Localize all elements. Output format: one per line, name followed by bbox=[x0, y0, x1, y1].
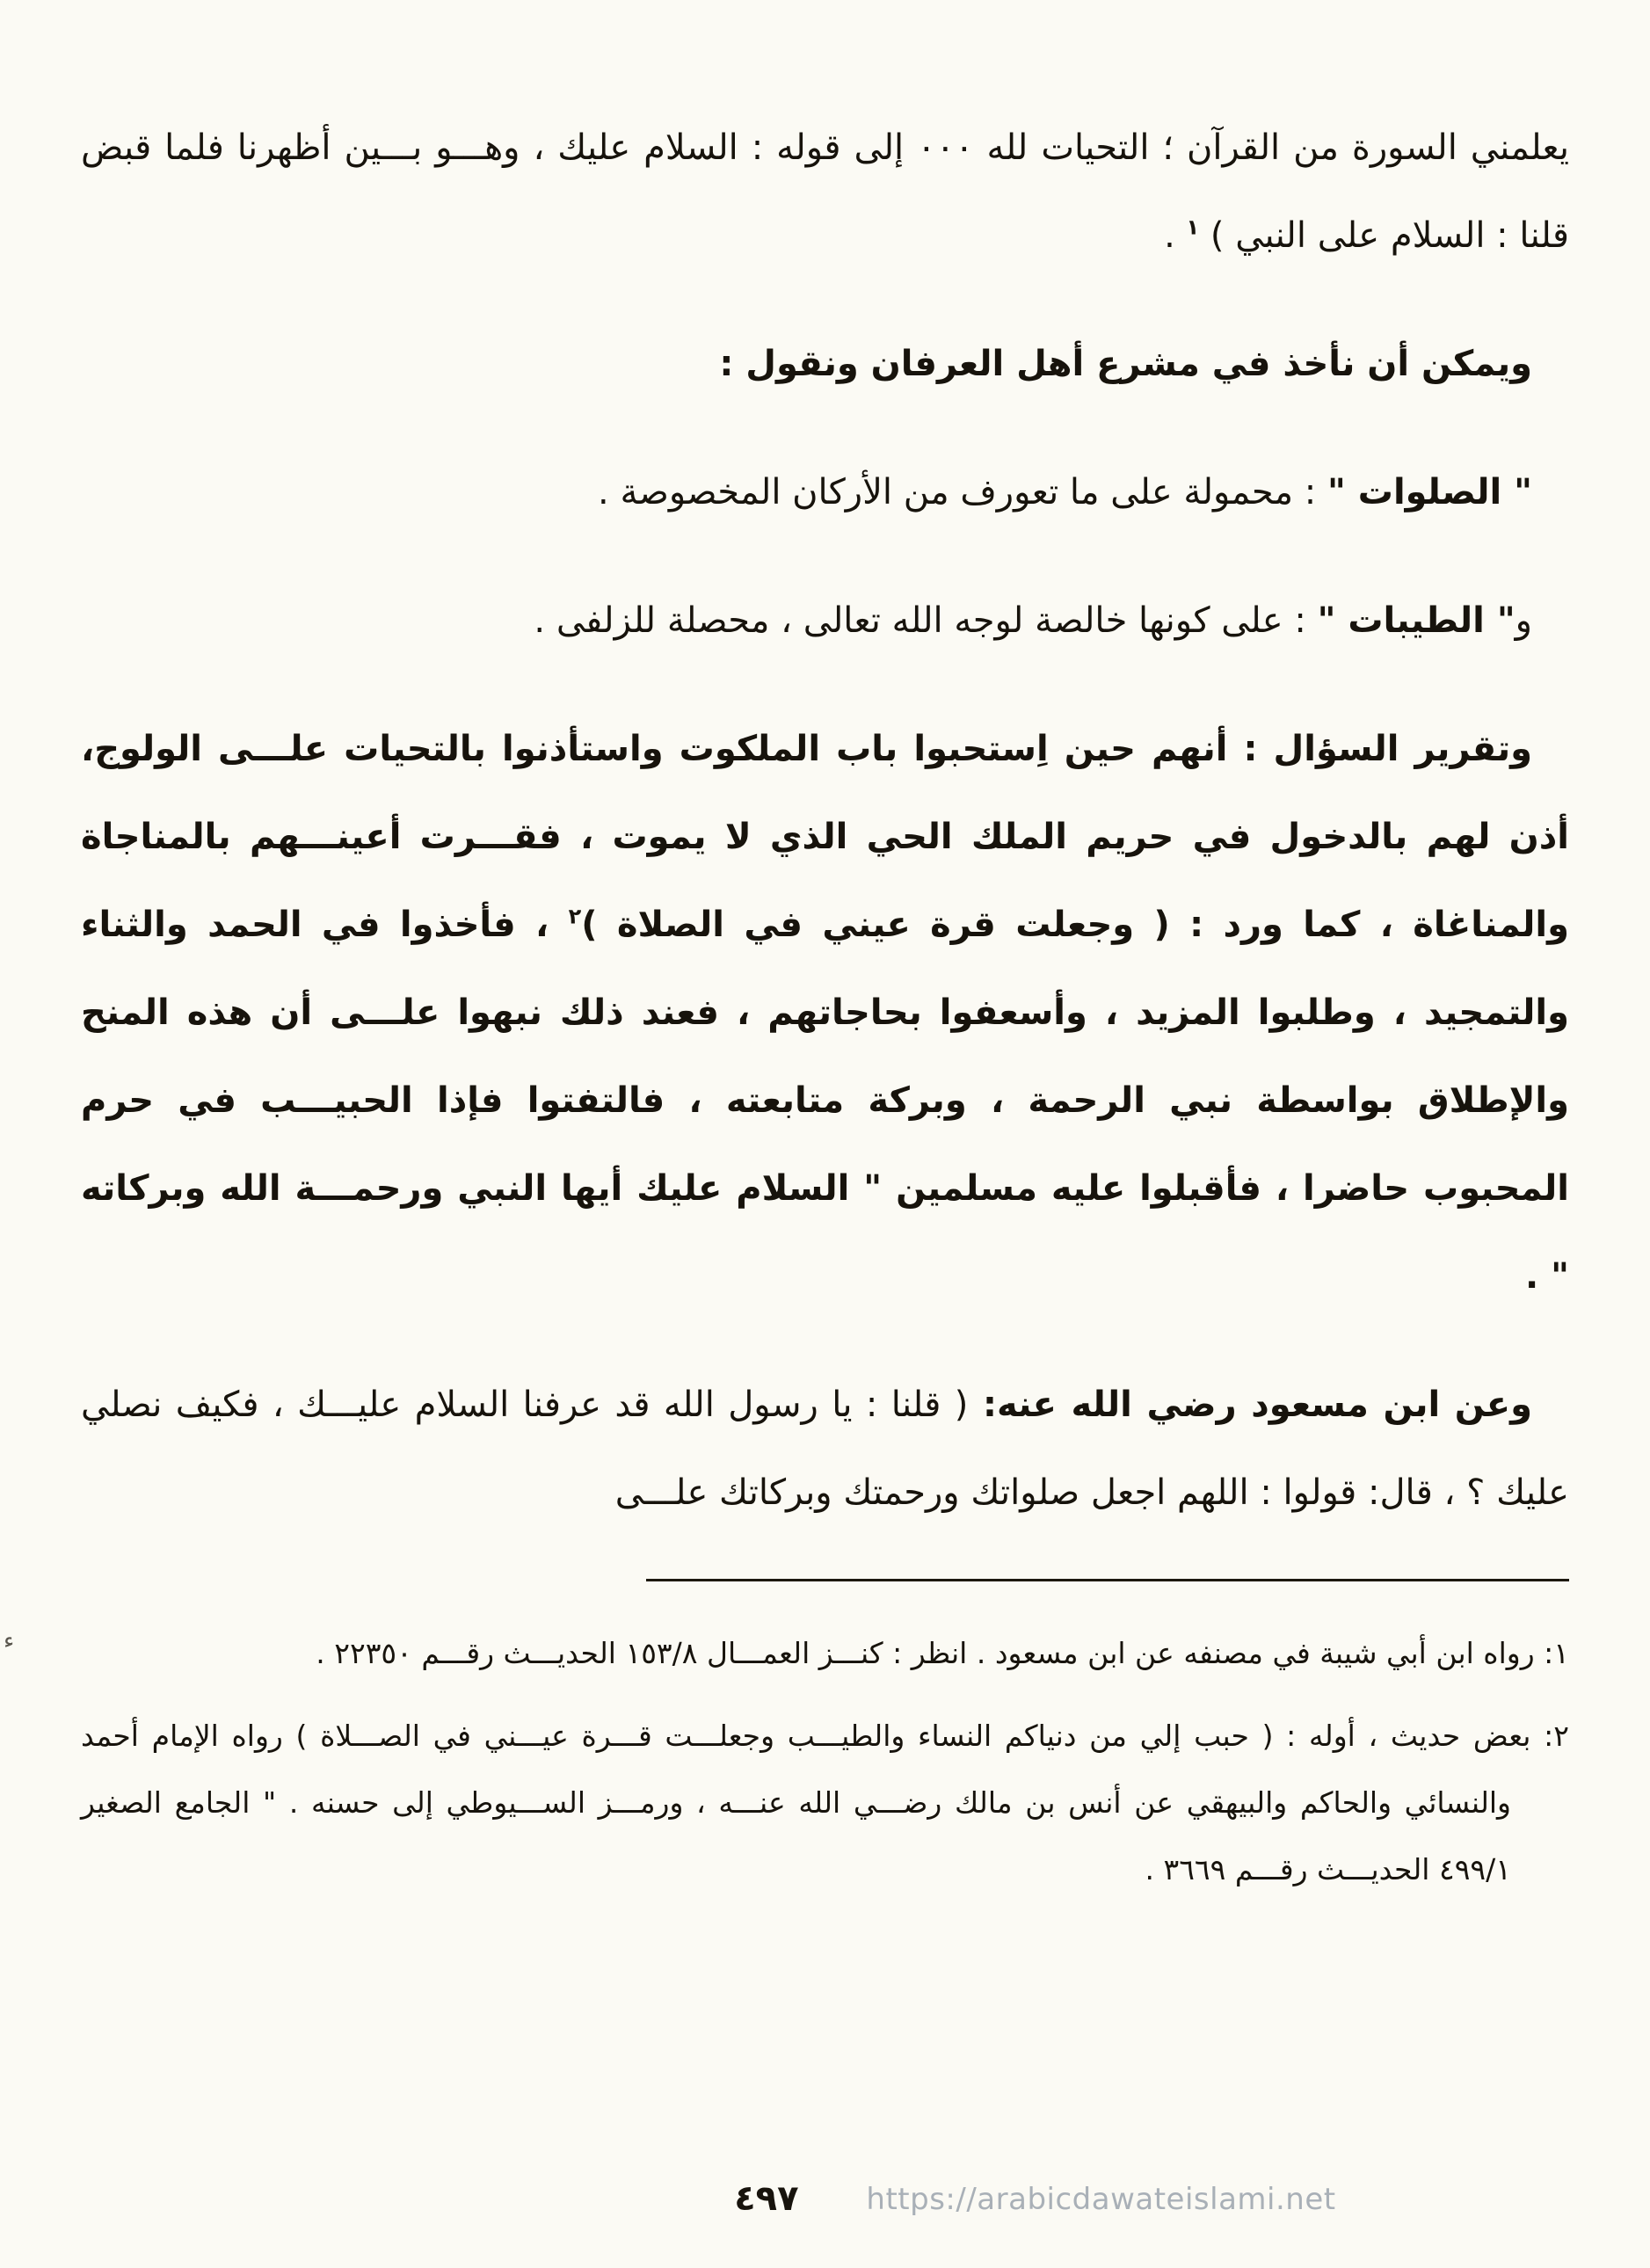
term-label: " الصلوات " bbox=[1327, 472, 1532, 512]
page-footer bbox=[0, 2171, 1650, 2222]
scan-artifact: ء bbox=[4, 1628, 15, 1654]
footnote-1-marker: ١: bbox=[1544, 1636, 1569, 1670]
paragraph-text: : محمولة على ما تعورف من الأركان المخصوصة . bbox=[598, 472, 1327, 512]
paragraph-text: ( قلنا : يا رسول الله قد عرفنا السلام عليـــك ، فكيف نصلي عليك ؟ ، قال: قولوا : اللهم اجعل صلواتك ورحمتك وبركاتك علـــى bbox=[81, 1385, 1569, 1513]
paragraph-taqrir bbox=[81, 705, 1569, 1320]
paragraph-prefix: و bbox=[1515, 600, 1532, 641]
footnote-section bbox=[81, 1579, 1569, 1903]
footnotes bbox=[81, 1620, 1569, 1903]
paragraph-text: ، فأخذوا في الحمد والثناء والتمجيد ، وطلبوا المزيد ، وأسعفوا بحاجاتهم ، فعند ذلك نبهوا علـــى أن هذه المنح والإطلاق بواسطة نبي الرحمة ، وبركة متابعته ، فالتفتوا فإذا الحبيـــب في حرم المحبوب حاضرا ، فأقبلوا عليه مسلمين " السلام عليك أيها النبي ورحمـــة الله وبركاته " . bbox=[81, 905, 1569, 1297]
paragraph-lead: وتقرير السؤال : bbox=[1227, 729, 1532, 769]
footnote-ref-1: ١ bbox=[1186, 214, 1200, 240]
footnote-separator-rule bbox=[646, 1579, 1569, 1581]
paragraph-tayyibat bbox=[81, 577, 1569, 665]
footnote-ref-2: ٢ bbox=[568, 904, 582, 929]
watermark-url: https://arabicdawateislami.net bbox=[866, 2182, 1336, 2217]
paragraph-salawat bbox=[81, 448, 1569, 536]
footnote-2-text: بعض حديث ، أوله : ( حبب إلي من دنياكم النساء والطيـــب وجعلـــت قـــرة عيـــني في الصـــلاة ) رواه الإمام أحمد والنسائي والحاكم والبيهقي عن أنس بن مالك رضـــي الله عنـــه ، ورمـــز الســـيوطي إلى حسنه . " الجامع الصغير ٤٩٩/١ الحديـــث رقـــم ٣٦٦٩ . bbox=[81, 1718, 1531, 1886]
footnote-2 bbox=[81, 1703, 1569, 1903]
paragraph-text: أنهم حين اِستحبوا باب الملكوت واستأذنوا بالتحيات علـــى الولوج، أذن لهم بالدخول في حريم الملك الحي الذي لا يموت ، فقـــرت أعينـــهم بالمناجاة والمناغاة ، كما ورد : ( وجعلت قرة عيني في الصلاة ) bbox=[81, 729, 1569, 945]
section-heading: ويمكن أن نأخذ في مشرع أهل العرفان ونقول : bbox=[719, 344, 1532, 384]
page-number: ٤٩٧ bbox=[734, 2178, 799, 2219]
paragraph-lead: وعن ابن مسعود رضي الله عنه: bbox=[968, 1385, 1532, 1425]
footnote-1 bbox=[81, 1620, 1569, 1687]
footnote-1-text: رواه ابن أبي شيبة في مصنفه عن ابن مسعود . انظر : كنـــز العمـــال ١٥٣/٨ الحديـــث رقـــم ٢٢٣٥٠ . bbox=[316, 1636, 1535, 1670]
paragraph-continuation bbox=[81, 104, 1569, 280]
paragraph-text: يعلمني السورة من القرآن ؛ التحيات لله ٠٠٠ إلى قوله : السلام عليك ، وهـــو بـــين أظهرنا فلما قبض قلنا : السلام على النبي ) bbox=[81, 127, 1569, 256]
term-label: " الطيبات " bbox=[1317, 600, 1516, 641]
body-text bbox=[81, 104, 1569, 1537]
paragraph-text: : على كونها خالصة لوجه الله تعالى ، محصلة للزلفى . bbox=[534, 600, 1318, 641]
paragraph-text: . bbox=[1164, 215, 1187, 256]
paragraph-ibn-masoud bbox=[81, 1361, 1569, 1537]
footnote-2-marker: ٢: bbox=[1544, 1718, 1569, 1753]
